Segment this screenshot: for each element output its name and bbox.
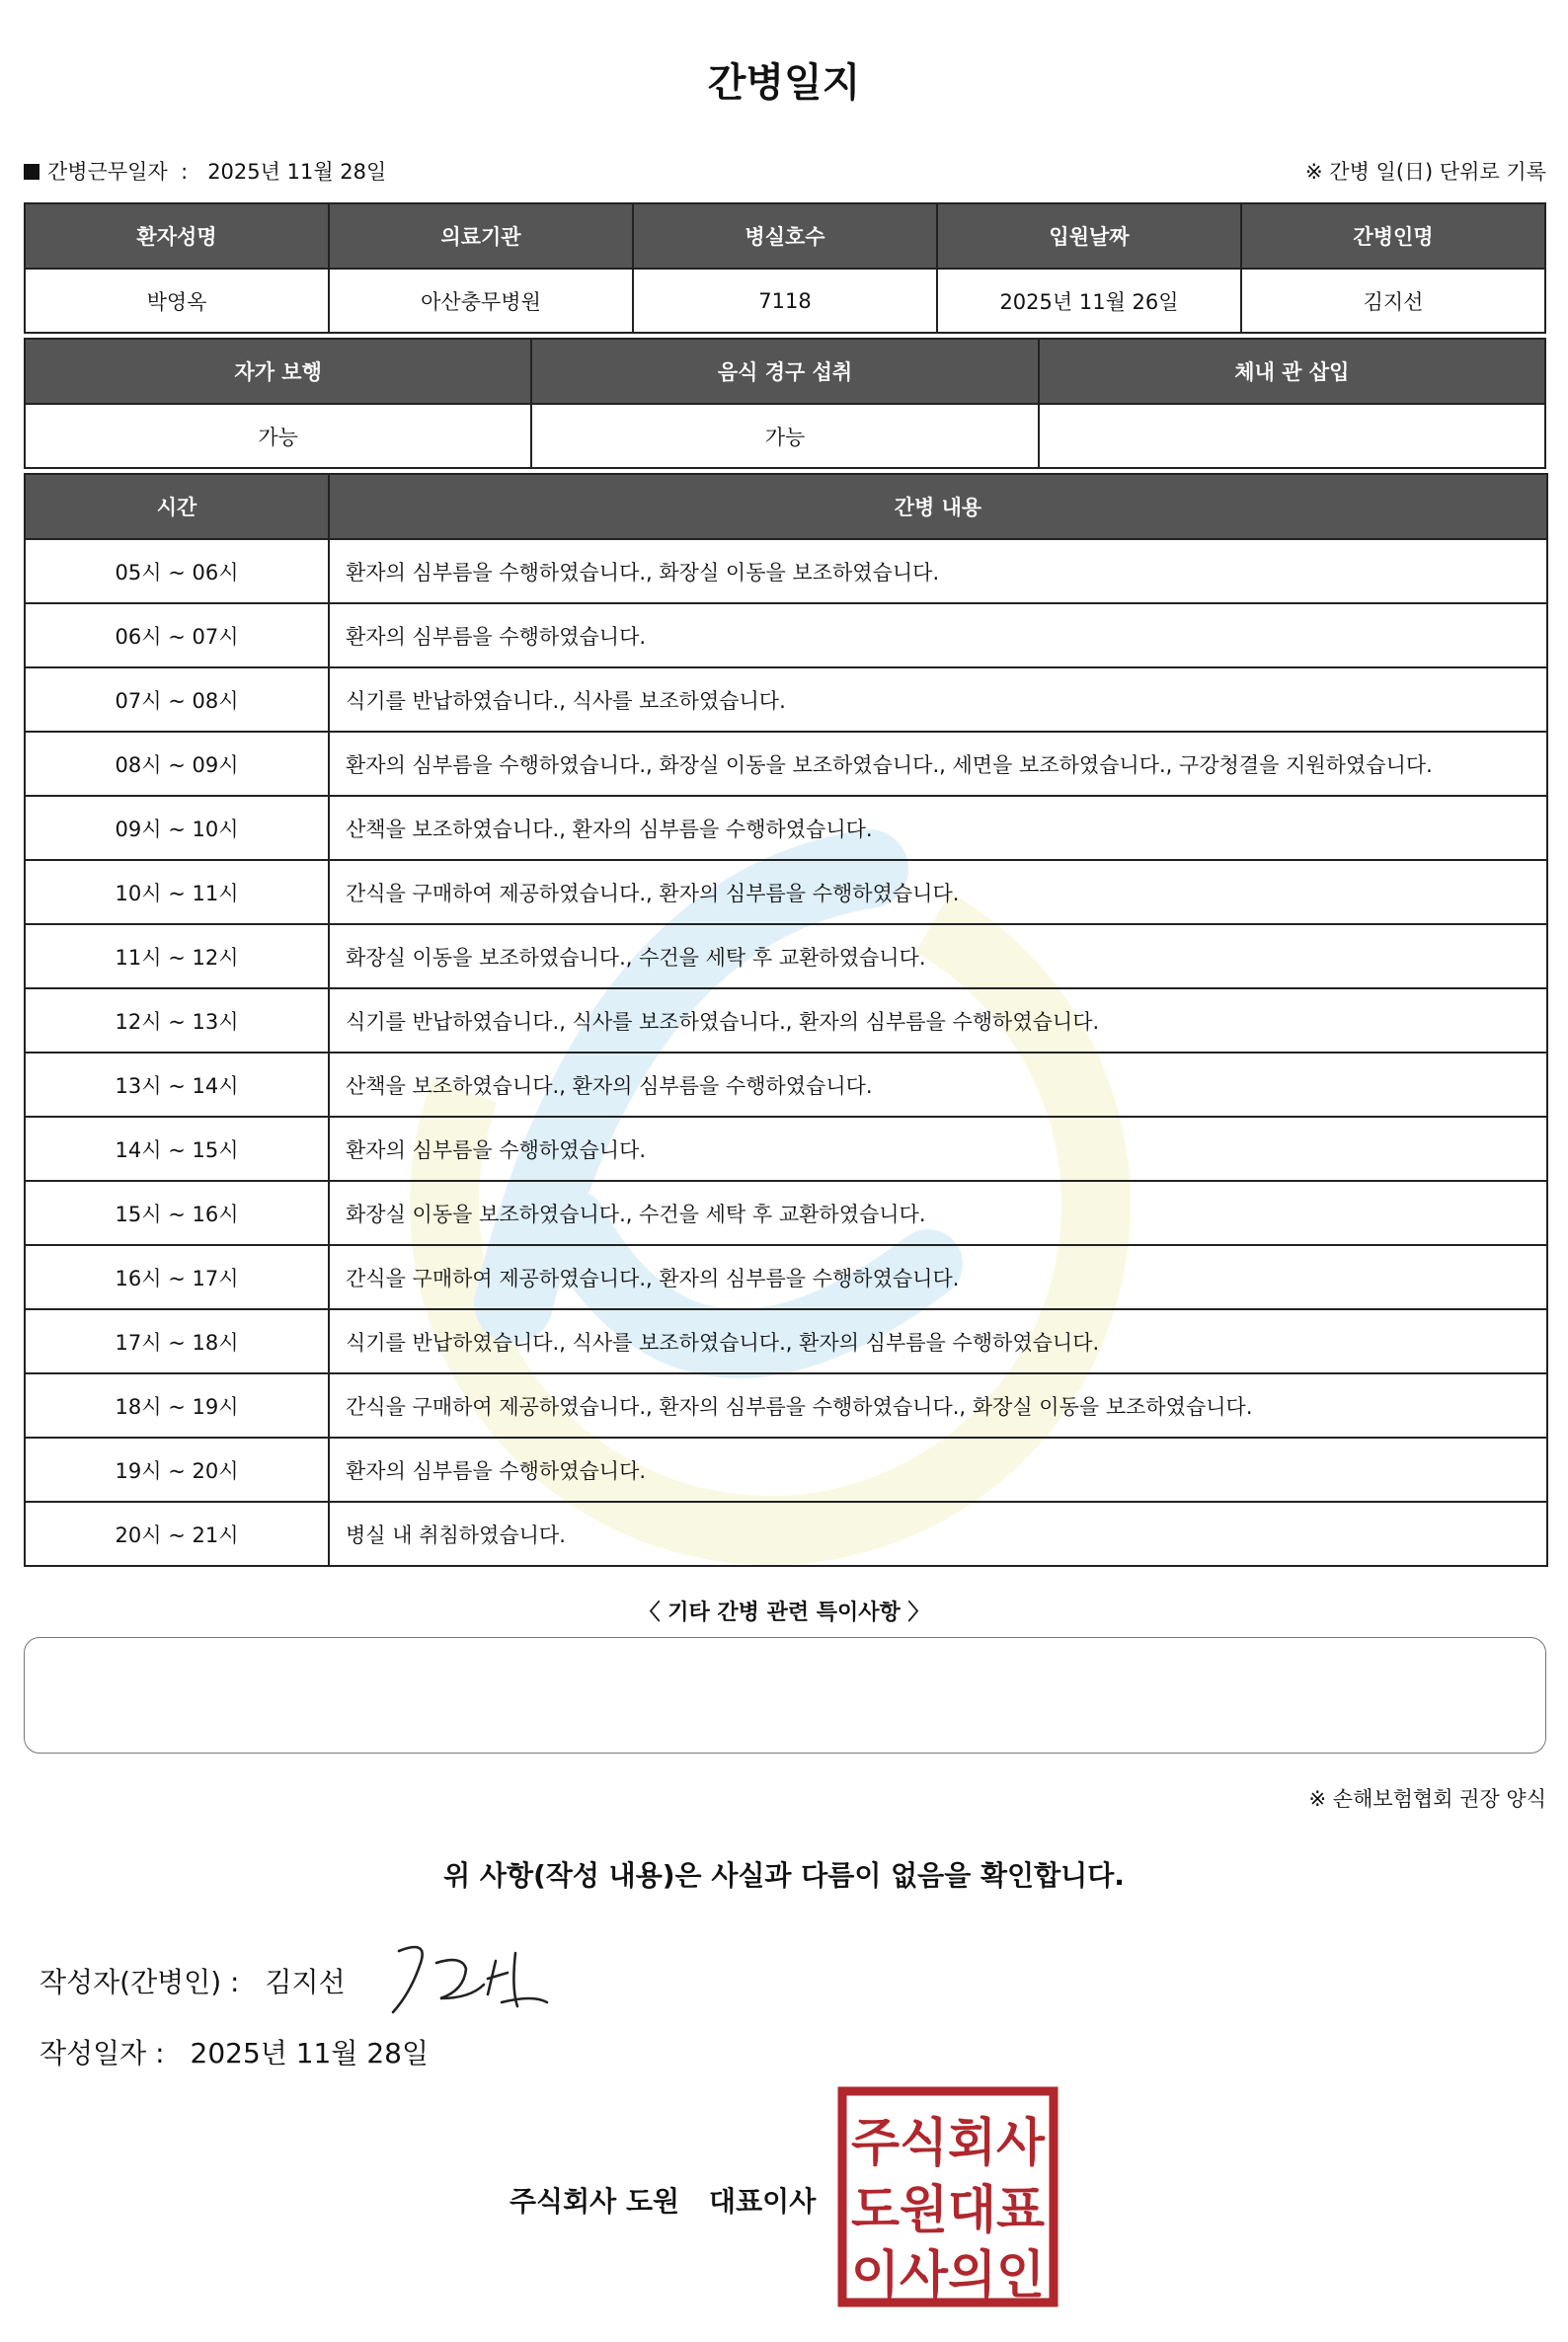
svg-text:주식회사: 주식회사: [851, 2114, 1046, 2173]
write-date-label: 작성일자 :: [39, 2037, 165, 2069]
info-header-patient-name: 환자성명: [25, 203, 329, 269]
log-content: 병실 내 취침하였습니다.: [329, 1502, 1547, 1566]
log-header-time: 시간: [25, 474, 329, 539]
log-content: 환자의 심부름을 수행하였습니다.: [329, 603, 1547, 667]
log-content: 환자의 심부름을 수행하였습니다.: [329, 1117, 1547, 1181]
log-time: 08시 ~ 09시: [25, 732, 329, 796]
status-header-tube: 체내 관 삽입: [1039, 339, 1545, 404]
info-header-room: 병실호수: [633, 203, 937, 269]
work-date-value: 2025년 11월 28일: [207, 160, 387, 184]
company-seal: [836, 2085, 1059, 2308]
patient-info-table: [24, 202, 1546, 334]
log-row: [25, 860, 1547, 924]
status-walking: 가능: [25, 404, 531, 468]
log-content: 화장실 이동을 보조하였습니다., 수건을 세탁 후 교환하였습니다.: [329, 1181, 1547, 1245]
log-content: 환자의 심부름을 수행하였습니다., 화장실 이동을 보조하였습니다.: [329, 539, 1547, 603]
log-content: 화장실 이동을 보조하였습니다., 수건을 세탁 후 교환하였습니다.: [329, 924, 1547, 988]
log-row: [25, 1438, 1547, 1502]
company-name: 주식회사 도원: [510, 2185, 680, 2218]
log-row: [25, 1181, 1547, 1245]
info-patient-name: 박영옥: [25, 269, 329, 333]
log-content: 산책을 보조하였습니다., 환자의 심부름을 수행하였습니다.: [329, 796, 1547, 860]
info-caregiver: 김지선: [1241, 269, 1545, 333]
log-time: 09시 ~ 10시: [25, 796, 329, 860]
log-row: [25, 1053, 1547, 1117]
log-time: 12시 ~ 13시: [25, 988, 329, 1053]
log-row: [25, 1117, 1547, 1181]
info-hospital: 아산충무병원: [329, 269, 633, 333]
log-content: 식기를 반납하였습니다., 식사를 보조하였습니다.: [329, 667, 1547, 732]
writer-line: [39, 1961, 346, 2000]
care-log-table: [24, 473, 1548, 1567]
company-line: [510, 2180, 816, 2220]
log-time: 10시 ~ 11시: [25, 860, 329, 924]
log-time: 20시 ~ 21시: [25, 1502, 329, 1566]
log-content: 간식을 구매하여 제공하였습니다., 환자의 심부름을 수행하였습니다.: [329, 1245, 1547, 1309]
log-row: [25, 732, 1547, 796]
patient-status-table: [24, 338, 1546, 469]
work-date-line: [24, 156, 386, 186]
log-time: 19시 ~ 20시: [25, 1438, 329, 1502]
work-date-label: 간병근무일자: [47, 160, 168, 184]
log-content: 간식을 구매하여 제공하였습니다., 환자의 심부름을 수행하였습니다.: [329, 860, 1547, 924]
info-admission-date: 2025년 11월 26일: [937, 269, 1241, 333]
info-room: 7118: [633, 269, 937, 333]
info-header-hospital: 의료기관: [329, 203, 633, 269]
log-content: 산책을 보조하였습니다., 환자의 심부름을 수행하였습니다.: [329, 1053, 1547, 1117]
log-content: 환자의 심부름을 수행하였습니다.: [329, 1438, 1547, 1502]
recommend-note: ※ 손해보험협회 권장 양식: [1308, 1787, 1546, 1811]
log-content: 식기를 반납하였습니다., 식사를 보조하였습니다., 환자의 심부름을 수행하였습니다.: [329, 988, 1547, 1053]
status-oral-intake: 가능: [531, 404, 1038, 468]
record-unit-note: ※ 간병 일(日) 단위로 기록: [1305, 160, 1546, 184]
log-time: 07시 ~ 08시: [25, 667, 329, 732]
log-row: [25, 1245, 1547, 1309]
log-row: [25, 924, 1547, 988]
log-header-content: 간병 내용: [329, 474, 1547, 539]
log-time: 15시 ~ 16시: [25, 1181, 329, 1245]
log-time: 17시 ~ 18시: [25, 1309, 329, 1373]
info-header-admission-date: 입원날짜: [937, 203, 1241, 269]
log-content: 환자의 심부름을 수행하였습니다., 화장실 이동을 보조하였습니다., 세면을 보조하였습니다., 구강청결을 지원하였습니다.: [329, 732, 1547, 796]
log-row: [25, 988, 1547, 1053]
svg-text:도원대표: 도원대표: [851, 2181, 1045, 2240]
remarks-title: 〈 기타 간병 관련 특이사항 〉: [638, 1600, 930, 1625]
info-header-caregiver: 간병인명: [1241, 203, 1545, 269]
log-row: [25, 796, 1547, 860]
write-date-value: 2025년 11월 28일: [190, 2037, 429, 2069]
confirm-statement: 위 사항(작성 내용)은 사실과 다름이 없음을 확인합니다.: [443, 1859, 1125, 1892]
log-row: [25, 1502, 1547, 1566]
page-title: 간병일지: [707, 60, 861, 106]
work-date-sep: :: [181, 160, 189, 184]
log-time: 11시 ~ 12시: [25, 924, 329, 988]
writer-label: 작성자(간병인) :: [39, 1966, 240, 1998]
log-row: [25, 1373, 1547, 1438]
remarks-box: [24, 1637, 1546, 1754]
log-row: [25, 603, 1547, 667]
log-row: [25, 1309, 1547, 1373]
log-time: 18시 ~ 19시: [25, 1373, 329, 1438]
log-row: [25, 539, 1547, 603]
log-time: 14시 ~ 15시: [25, 1117, 329, 1181]
log-content: 간식을 구매하여 제공하였습니다., 환자의 심부름을 수행하였습니다., 화장실 이동을 보조하였습니다.: [329, 1373, 1547, 1438]
status-tube: [1039, 404, 1545, 468]
log-content: 식기를 반납하였습니다., 식사를 보조하였습니다., 환자의 심부름을 수행하였습니다.: [329, 1309, 1547, 1373]
log-time: 05시 ~ 06시: [25, 539, 329, 603]
status-header-walking: 자가 보행: [25, 339, 531, 404]
log-row: [25, 667, 1547, 732]
square-bullet-icon: [24, 164, 39, 180]
log-time: 13시 ~ 14시: [25, 1053, 329, 1117]
signature-image: [385, 1933, 563, 2022]
svg-text:이사의인: 이사의인: [851, 2246, 1045, 2305]
writer-name: 김지선: [265, 1966, 346, 1998]
write-date-line: [39, 2032, 429, 2071]
log-time: 16시 ~ 17시: [25, 1245, 329, 1309]
log-time: 06시 ~ 07시: [25, 603, 329, 667]
status-header-oral-intake: 음식 경구 섭취: [531, 339, 1038, 404]
representative-title: 대표이사: [709, 2185, 817, 2218]
